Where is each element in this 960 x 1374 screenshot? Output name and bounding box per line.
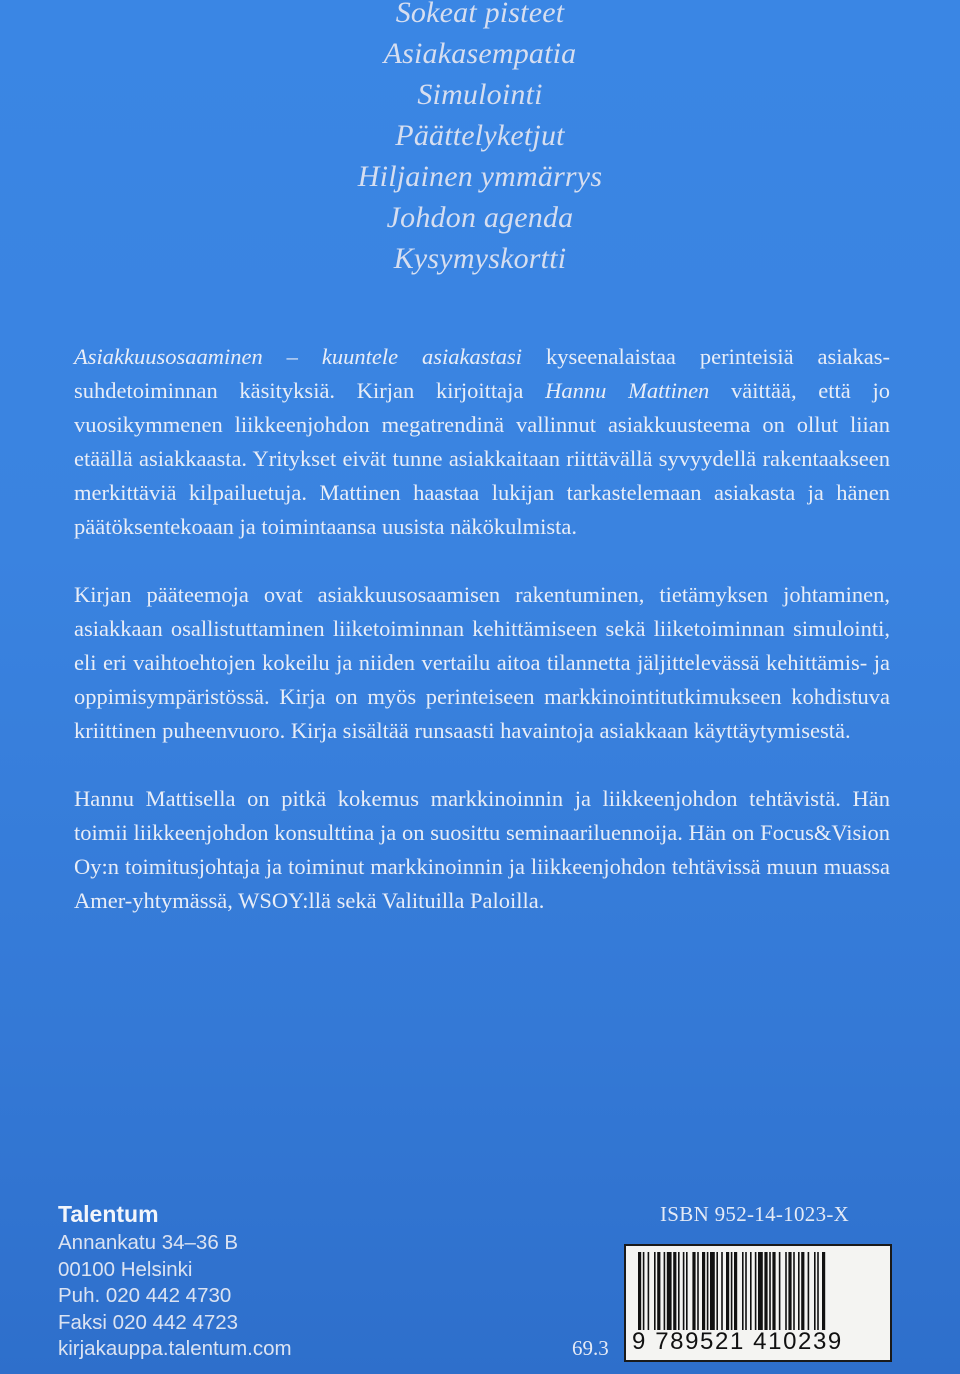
keyword-item: Hiljainen ymmärrys [357,160,603,193]
barcode [624,1244,892,1362]
isbn-label: ISBN 952-14-1023-X [660,1202,850,1226]
publisher-address: Annankatu 34–36 B [58,1231,239,1254]
barcode-bar [726,1252,729,1330]
barcode-bar [745,1252,747,1330]
publisher-phone: Puh. 020 442 4730 [58,1284,232,1307]
barcode-bar [648,1252,650,1330]
barcode-bar [801,1252,804,1330]
barcode-bar [643,1252,645,1330]
barcode-bar [788,1252,791,1330]
publisher-name: Talentum [58,1201,159,1227]
barcode-bar [692,1252,695,1330]
barcode-bar [814,1252,816,1330]
barcode-bar [755,1252,757,1330]
barcode-number: 9 789521 410239 [632,1328,843,1355]
barcode-bar [683,1252,685,1330]
barcode-bar [678,1252,680,1330]
keyword-item: Asiakasempatia [383,37,577,70]
blurb [74,340,890,918]
barcode-bar [707,1252,709,1330]
book-title: Asiakkuusosaaminen – kuuntele asiakastasi [74,344,523,369]
keyword-item: Johdon agenda [386,201,574,234]
barcode-bar [822,1252,825,1330]
themes-paragraph: Kirjan pääteemoja ovat asiakkuusosaamisen rakentuminen, tietämyksen johtaminen, asiakkaan osallistuttaminen liiketoiminnan kehittämiseen sekä liiketoiminnan simulointi, eli eri vaihtoehtojen kokeilu ja niiden vertailu aitoa tilannetta jäljittelevässä kehittämis- ja oppimisympäristössä. Kirja on myös perinteiseen markkinointitutkimukseen kohdistuva kriittinen puheenvuoro. Kirja sisältää runsaasti havaintoja asiakkaan käyttäytymisestä. [74,582,890,743]
barcode-bar [702,1252,705,1330]
barcode-bar [697,1252,699,1330]
barcode-bar [785,1252,787,1330]
barcode-bar [657,1252,660,1330]
keyword-item: Sokeat pisteet [395,0,565,29]
barcode-bar [673,1252,676,1330]
barcode-bar [734,1252,737,1330]
barcode-bar [638,1252,641,1330]
barcode-bar [779,1252,781,1330]
barcode-bar [808,1252,810,1330]
barcode-bar [764,1252,767,1330]
intro-text-1: kyseenalaistaa perinteisiä asiakassuhdetoiminnan käsityksiä. Kirjan kirjoittaja [74,344,890,403]
barcode-bar [686,1252,688,1330]
barcode-bar [750,1252,752,1330]
author-name: Hannu Mattinen [545,378,710,403]
keyword-item: Kysymyskortti [393,242,567,275]
publisher-city: 00100 Helsinki [58,1257,193,1281]
intro-text-2: väittää, että jo vuosikymmenen liikkeenjohdon megatrendinä vallinnut asiakkuusteema on ollut liian etäällä asiakkaasta. Yritykset eivät tunne asiakkaitaan riittävällä syvyydellä rakentaakseen merkittäviä kilpailuetuja. Mattinen haastaa lukijan tarkastelemaan asiakasta ja hänen päätöksentekoaan ja toimintaansa uusista näkökulmista. [74,378,890,539]
barcode-bar [772,1252,775,1330]
barcode-bar [769,1252,771,1330]
barcode-bar [710,1252,715,1330]
barcode-bar [758,1252,763,1330]
keyword-item: Simulointi [417,78,543,111]
price-code: 69.3 [572,1336,609,1360]
barcode-bar [716,1252,718,1330]
keyword-list [0,0,960,279]
author-bio-paragraph: Hannu Mattisella on pitkä kokemus markkinoinnin ja liikkeenjohdon tehtävistä. Hän toimii liikkeenjohdon konsulttina ja on suosittu seminaariluennoija. Hän on Focus&Vision Oy:n toimitusjohtaja ja toiminut markkinoinnin ja liikkeenjohdon tehtävissä muun muassa Amer-yhtymässä, WSOY:llä sekä Valituilla Paloilla. [74,786,890,913]
barcode-bar [654,1252,656,1330]
barcode-bar [721,1252,723,1330]
barcode-bar [798,1252,800,1330]
barcode-bar [731,1252,733,1330]
publisher-info [58,1198,292,1363]
keyword-item: Päättelyketjut [395,119,565,152]
barcode-bar [793,1252,795,1330]
publisher-fax: Faksi 020 442 4723 [58,1310,239,1334]
intro-paragraph [74,340,890,544]
barcode-bar [664,1252,666,1330]
barcode-bar [742,1252,744,1330]
barcode-bar [817,1252,819,1330]
publisher-web: kirjakauppa.talentum.com [58,1337,292,1360]
barcode-bar [667,1252,672,1330]
